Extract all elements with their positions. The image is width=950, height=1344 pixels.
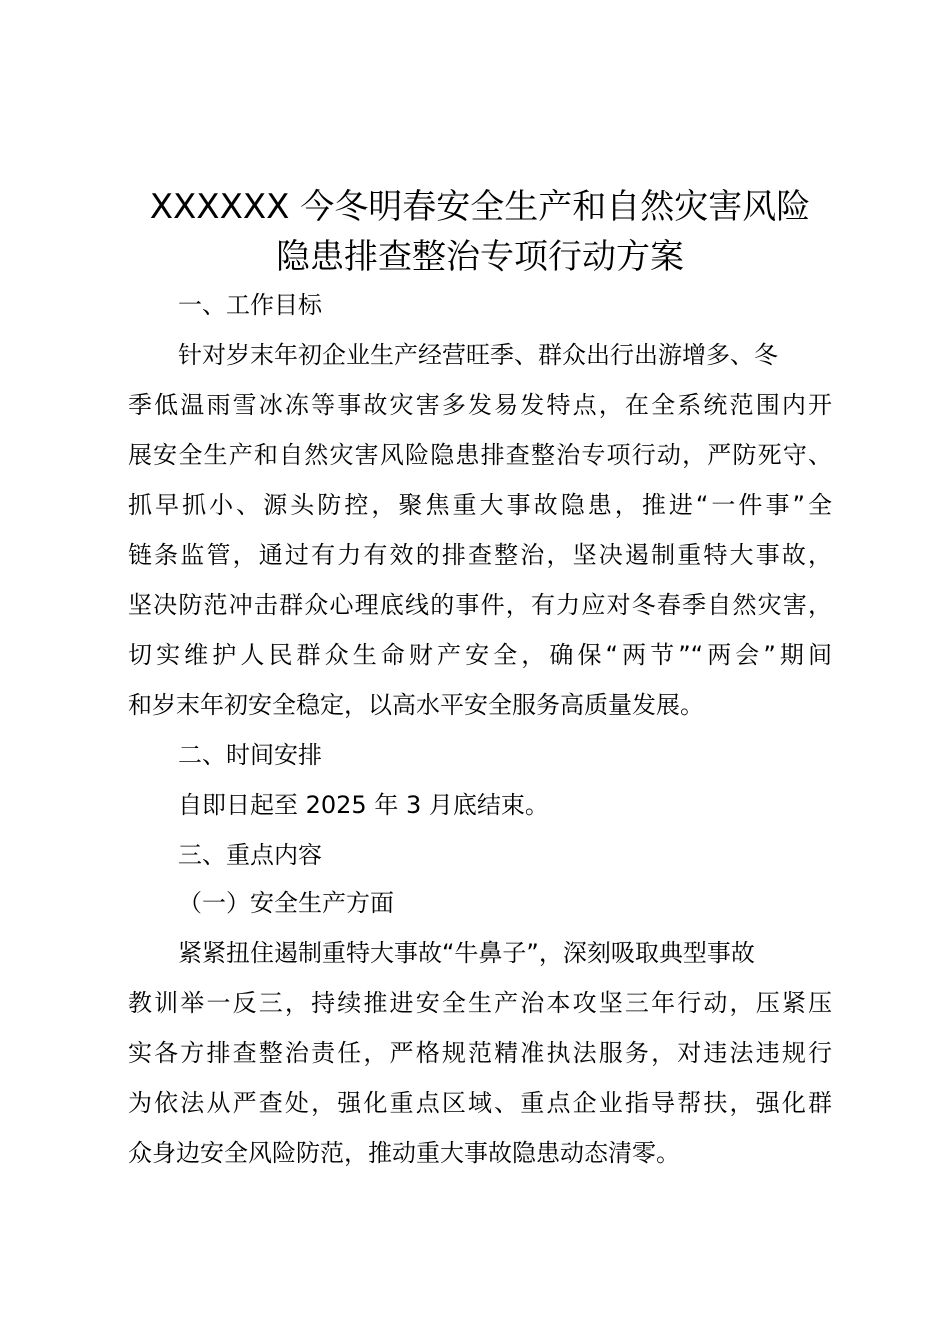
section-1-heading: 一、工作目标 [178,291,322,319]
document-title-line-1: XXXXXX 今冬明春安全生产和自然灾害风险 [149,187,811,227]
subsection-1-heading: （一）安全生产方面 [178,889,394,917]
paragraph-line: 教训举一反三，持续推进安全生产治本攻坚三年行动，压紧压 [128,989,832,1017]
paragraph-line: 实各方排查整治责任，严格规范精准执法服务，对违法违规行 [128,1039,832,1067]
paragraph-line: 坚决防范冲击群众心理底线的事件，有力应对冬春季自然灾害， [128,591,832,619]
paragraph-line: 针对岁末年初企业生产经营旺季、群众出行出游增多、冬 [178,341,778,369]
paragraph-line: 抓早抓小、源头防控，聚焦重大事故隐患，推进“一件事”全 [128,491,832,519]
section-2-heading: 二、时间安排 [178,741,322,769]
paragraph-line: 紧紧扭住遏制重特大事故“牛鼻子”，深刻吸取典型事故 [178,939,755,967]
document-title-line-2: 隐患排查整治专项行动方案 [276,237,684,277]
paragraph-line: 为依法从严查处，强化重点区域、重点企业指导帮扶，强化群 [128,1089,832,1117]
paragraph-line: 链条监管，通过有力有效的排查整治，坚决遏制重特大事故， [128,541,832,569]
paragraph-line: 季低温雨雪冰冻等事故灾害多发易发特点，在全系统范围内开 [128,391,832,419]
paragraph-line: 和岁末年初安全稳定，以高水平安全服务高质量发展。 [128,691,704,719]
paragraph-line: 切实维护人民群众生命财产安全，确保“两节”“两会”期间 [128,641,832,669]
paragraph-line: 展安全生产和自然灾害风险隐患排查整治专项行动，严防死守、 [128,441,832,469]
section-3-heading: 三、重点内容 [178,841,322,869]
paragraph-line: 众身边安全风险防范，推动重大事故隐患动态清零。 [128,1139,680,1167]
section-2-text: 自即日起至 2025 年 3 月底结束。 [178,791,549,819]
